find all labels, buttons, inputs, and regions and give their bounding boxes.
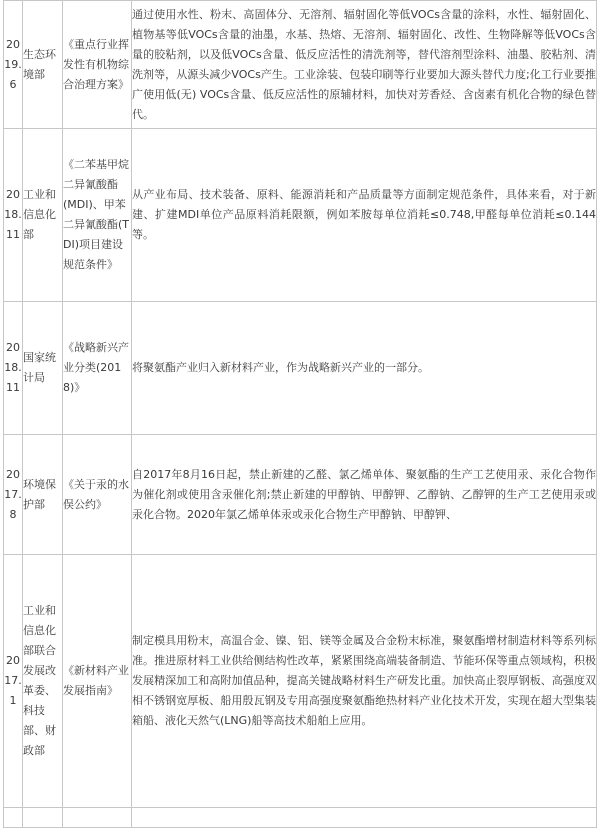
empty-cell bbox=[63, 808, 132, 828]
date-cell: 2019.6 bbox=[4, 1, 23, 129]
table-row bbox=[4, 435, 597, 555]
empty-cell bbox=[23, 808, 63, 828]
document-title-cell: 《战略新兴产业分类(2018)》 bbox=[63, 302, 132, 435]
department-cell: 工业和信息化部 bbox=[23, 129, 63, 302]
department-cell: 工业和信息化部联合发展改革委、科技部、财政部 bbox=[23, 555, 63, 808]
empty-cell bbox=[4, 808, 23, 828]
document-title-cell: 《重点行业挥发性有机物综合治理方案》 bbox=[63, 1, 132, 129]
description-cell: 从产业布局、技术装备、原料、能源消耗和产品质量等方面制定规范条件，具体来看，对于新建、扩建MDI单位产品原料消耗限额，例如苯胺每单位消耗≤0.748,甲醛每单位消耗≤0.144等。 bbox=[132, 129, 597, 302]
document-title-cell: 《新材料产业发展指南》 bbox=[63, 555, 132, 808]
description-cell: 通过使用水性、粉末、高固体分、无溶剂、辐射固化等低VOCs含量的涂料，水性、辐射固化、植物基等低VOCs含量的油墨，水基、热熔、无溶剂、辐射固化、改性、生物降解等低VOCs含量的胶粘剂，以及低VOCs含量、低反应活性的清洗剂等，替代溶剂型涂料、油墨、胶粘剂、清洗剂等，从源头减少VOCs产生。工业涂装、包装印刷等行业要加大源头替代力度;化工行业要推广使用低(无) VOCs含量、低反应活性的原辅材料，加快对芳香烃、含卤素有机化合物的绿色替代。 bbox=[132, 1, 597, 129]
table-row bbox=[4, 1, 597, 129]
table-row-partial bbox=[4, 808, 597, 828]
empty-cell bbox=[132, 808, 597, 828]
document-title-cell: 《二苯基甲烷二异氰酸酯(MDI)、甲苯二异氰酸酯(TDI)项目建设规范条件》 bbox=[63, 129, 132, 302]
table-row bbox=[4, 555, 597, 808]
date-cell: 2018.11 bbox=[4, 129, 23, 302]
description-cell: 自2017年8月16日起，禁止新建的乙醛、氯乙烯单体、聚氨酯的生产工艺使用汞、汞化合物作为催化剂或使用含汞催化剂;禁止新建的甲醇钠、甲醇钾、乙醇钠、乙醇钾的生产工艺使用汞或汞化合物。2020年氯乙烯单体汞或汞化合物生产甲醇钠、甲醇钾、 bbox=[132, 435, 597, 555]
department-cell: 生态环境部 bbox=[23, 1, 63, 129]
document-title-cell: 《关于汞的水俣公约》 bbox=[63, 435, 132, 555]
table-row bbox=[4, 129, 597, 302]
description-cell: 将聚氨酯产业归入新材料产业，作为战略新兴产业的一部分。 bbox=[132, 302, 597, 435]
policy-table bbox=[3, 0, 597, 828]
date-cell: 2017.1 bbox=[4, 555, 23, 808]
department-cell: 环境保护部 bbox=[23, 435, 63, 555]
department-cell: 国家统计局 bbox=[23, 302, 63, 435]
table-row bbox=[4, 302, 597, 435]
date-cell: 2017.8 bbox=[4, 435, 23, 555]
description-cell: 制定模具用粉末，高温合金、镍、铝、镁等金属及合金粉末标准，聚氨酯增材制造材料等系列标准。推进原材料工业供给侧结构性改革，紧紧围绕高端装备制造、节能环保等重点领域构，积极发展精深加工和高附加值品种，提高关键战略材料生产研发比重。加快高止裂厚钢板、高强度双相不锈钢宽厚板、船用殷瓦钢及专用高强度聚氨酯绝热材料产业化技术开发，实现在超大型集装箱船、液化天然气(LNG)船等高技术船舶上应用。 bbox=[132, 555, 597, 808]
date-cell: 2018.11 bbox=[4, 302, 23, 435]
